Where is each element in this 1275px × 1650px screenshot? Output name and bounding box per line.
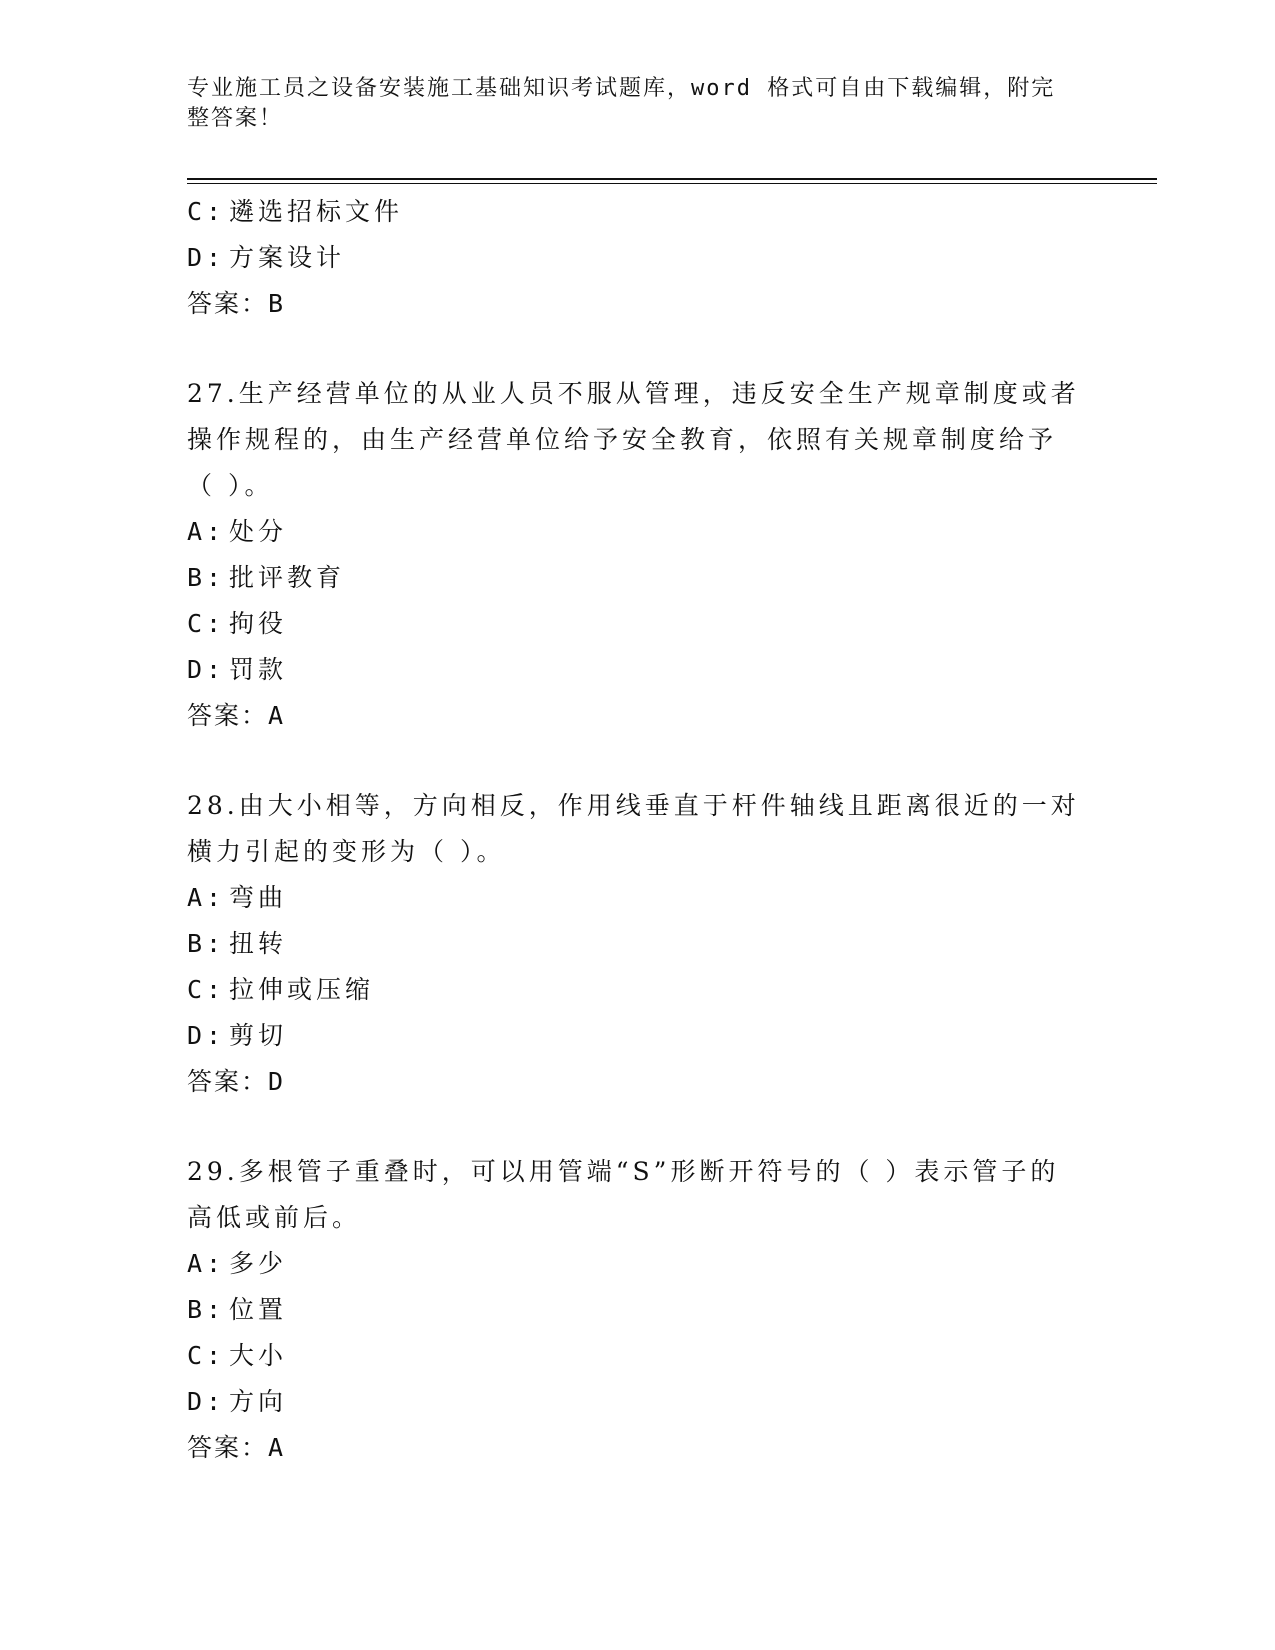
option-text: 剪切 — [229, 1021, 288, 1050]
answer-line: 答案：B — [187, 289, 286, 318]
option-letter: C: — [187, 975, 226, 1004]
option-letter: B: — [187, 563, 226, 592]
question-stem-line: 操作规程的，由生产经营单位给予安全教育，依照有关规章制度给予 — [187, 425, 1058, 454]
answer-line: 答案：D — [187, 1067, 286, 1096]
option-a — [187, 509, 1087, 555]
option-letter: D: — [187, 1021, 226, 1050]
option-text: 位置 — [229, 1295, 288, 1324]
option-letter: A: — [187, 1249, 226, 1278]
option-letter: A: — [187, 517, 226, 546]
question-28 — [187, 783, 1087, 1105]
answer-line: 答案：A — [187, 1433, 286, 1462]
option-b — [187, 921, 1087, 967]
question-stem-line: 高低或前后。 — [187, 1203, 362, 1232]
question-content — [187, 189, 1087, 1471]
option-text: 弯曲 — [229, 883, 288, 912]
option-d — [187, 647, 1087, 693]
spacer — [187, 1105, 1087, 1149]
option-letter: B: — [187, 929, 226, 958]
option-text: 大小 — [229, 1341, 288, 1370]
option-d — [187, 1013, 1087, 1059]
option-a — [187, 1241, 1087, 1287]
question-29 — [187, 1149, 1087, 1471]
question-stem-line: 28.由大小相等，方向相反，作用线垂直于杆件轴线且距离很近的一对 — [187, 791, 1080, 820]
option-letter: C: — [187, 197, 226, 226]
option-text: 方向 — [229, 1387, 288, 1416]
option-letter: D: — [187, 1387, 226, 1416]
prev-question — [187, 189, 1087, 327]
question-stem-line: （ ）。 — [187, 471, 274, 500]
option-text: 处分 — [229, 517, 288, 546]
question-27 — [187, 371, 1087, 739]
document-header: 专业施工员之设备安装施工基础知识考试题库，word 格式可自由下载编辑，附完整答案！ — [187, 76, 1056, 131]
option-c — [187, 189, 1087, 235]
option-letter: C: — [187, 609, 226, 638]
option-c — [187, 1333, 1087, 1379]
option-text: 拉伸或压缩 — [229, 975, 375, 1004]
option-letter: A: — [187, 883, 226, 912]
option-b — [187, 1287, 1087, 1333]
option-letter: D: — [187, 243, 226, 272]
option-text: 罚款 — [229, 655, 288, 684]
option-text: 方案设计 — [229, 243, 346, 272]
option-text: 批评教育 — [229, 563, 346, 592]
header-rule-thin — [187, 183, 1157, 184]
option-d — [187, 1379, 1087, 1425]
answer-line: 答案：A — [187, 701, 286, 730]
option-text: 扭转 — [229, 929, 288, 958]
option-letter: C: — [187, 1341, 226, 1370]
question-stem-line: 27.生产经营单位的从业人员不服从管理，违反安全生产规章制度或者 — [187, 379, 1080, 408]
option-text: 拘役 — [229, 609, 288, 638]
spacer — [187, 327, 1087, 371]
option-c — [187, 967, 1087, 1013]
option-text: 遴选招标文件 — [229, 197, 404, 226]
option-a — [187, 875, 1087, 921]
option-letter: B: — [187, 1295, 226, 1324]
option-d — [187, 235, 1087, 281]
option-b — [187, 555, 1087, 601]
question-stem-line: 横力引起的变形为（ ）。 — [187, 837, 506, 866]
question-stem-line: 29.多根管子重叠时，可以用管端“S”形断开符号的（ ）表示管子的 — [187, 1157, 1060, 1186]
option-letter: D: — [187, 655, 226, 684]
option-text: 多少 — [229, 1249, 288, 1278]
spacer — [187, 739, 1087, 783]
option-c — [187, 601, 1087, 647]
header-rule-thick — [187, 178, 1157, 180]
